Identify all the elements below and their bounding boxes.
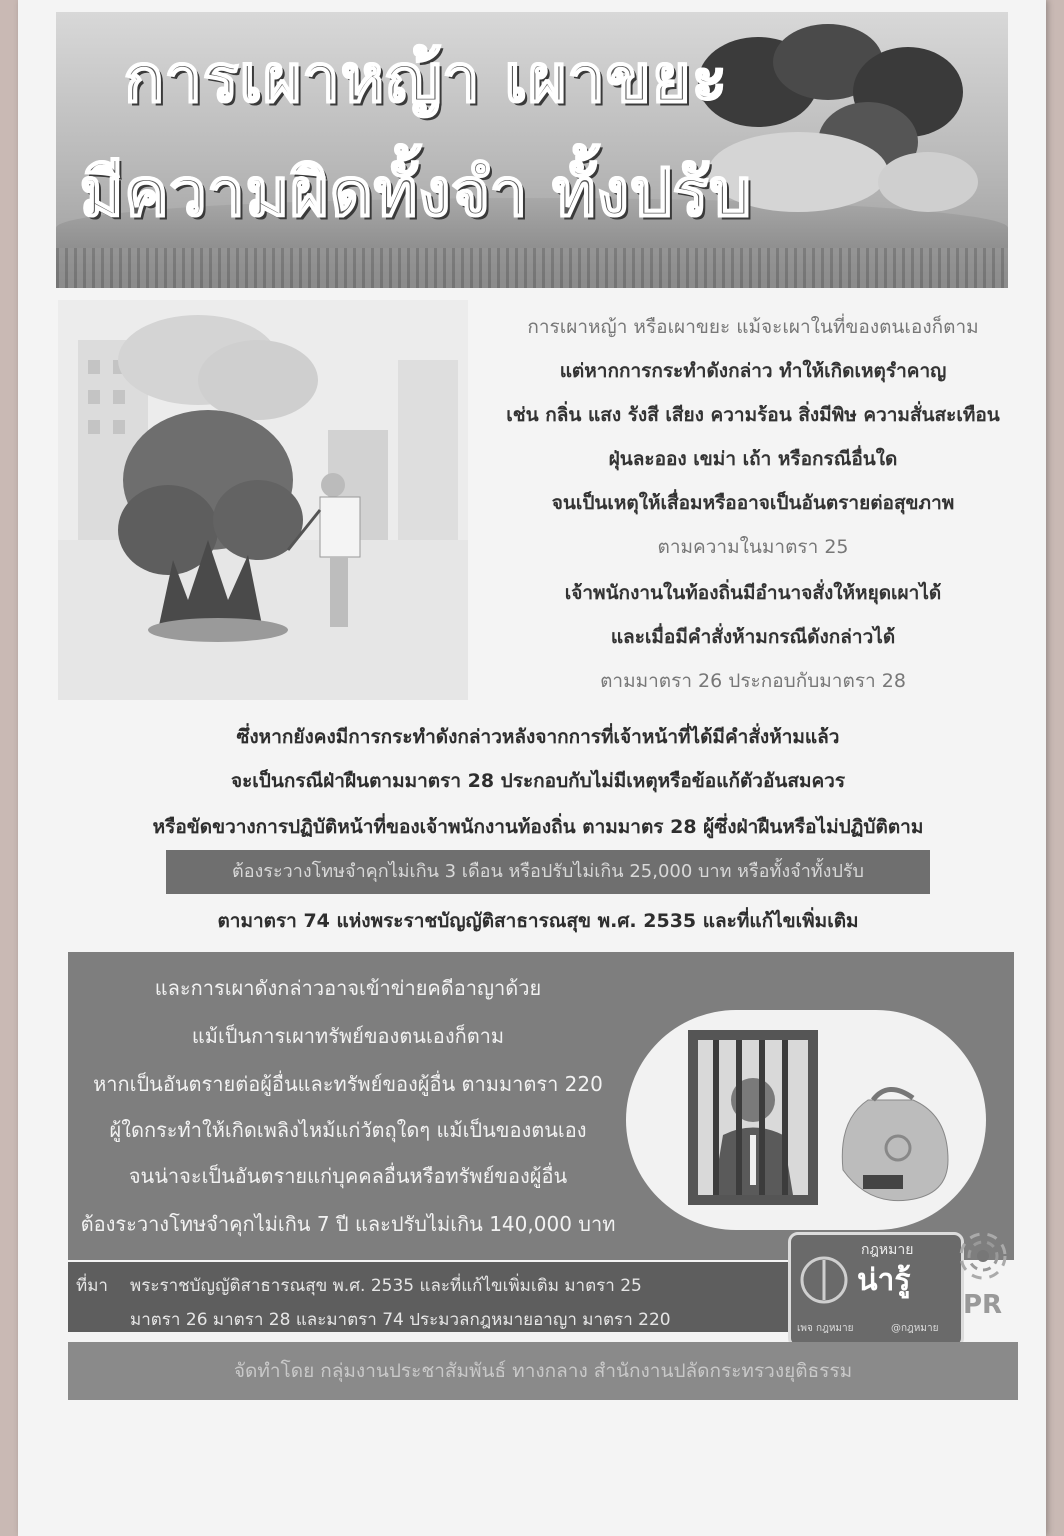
panel-line: หากเป็นอันตรายต่อผู้อื่นและทรัพย์ของผู้อื่น ตามมาตรา 220 bbox=[93, 1072, 603, 1096]
intro-line: แต่หากการกระทำดังกล่าว ทำให้เกิดเหตุรำคาญ bbox=[559, 360, 947, 382]
source-label: ที่มา bbox=[76, 1276, 108, 1296]
title-line-1: การเผาหญ้า เผาขยะ bbox=[123, 40, 729, 117]
jail-and-money-bag-icon bbox=[668, 1030, 968, 1210]
header-banner bbox=[56, 12, 1008, 288]
intro-line: เจ้าพนักงานในท้องถิ่นมีอำนาจสั่งให้หยุดเผาได้ bbox=[564, 582, 942, 604]
law-logo bbox=[788, 1232, 964, 1348]
intro-line: ฝุ่นละออง เขม่า เถ้า หรือกรณีอื่นใด bbox=[608, 448, 898, 470]
intro-line: และเมื่อมีคำสั่งห้ามกรณีดังกล่าวได้ bbox=[610, 626, 896, 648]
intro-line: เช่น กลิ่น แสง รังสี เสียง ความร้อน สิ่งมีพิษ ความสั่นสะเทือน bbox=[506, 404, 1000, 426]
panel-line: จนน่าจะเป็นอันตรายแก่บุคคลอื่นหรือทรัพย์ของผู้อื่น bbox=[128, 1164, 568, 1188]
burning-trash-illustration-icon bbox=[58, 300, 468, 700]
intro-line: ตามมาตรา 26 ประกอบกับมาตรา 28 bbox=[600, 670, 906, 692]
footer-credit: จัดทำโดย กลุ่มงานประชาสัมพันธ์ ทางกลาง สำนักงานปลัดกระทรวงยุติธรรม bbox=[68, 1342, 1018, 1400]
logo-title-big: น่ารู้ bbox=[857, 1263, 911, 1298]
body-line: จะเป็นกรณีฝ่าฝืนตามมาตรา 28 ประกอบกับไม่มีเหตุหรือข้อแก้ตัวอันสมควร bbox=[230, 770, 846, 792]
flyer-page bbox=[18, 0, 1046, 1536]
body-line: ซึ่งหากยังคงมีการกระทำดังกล่าวหลังจากการที่เจ้าหน้าที่ได้มีคำสั่งห้ามแล้ว bbox=[236, 726, 840, 748]
source-line: พระราชบัญญัติสาธารณสุข พ.ศ. 2535 และที่แก้ไขเพิ่มเติม มาตรา 25 bbox=[130, 1276, 642, 1296]
banner-grass bbox=[56, 248, 1008, 288]
penalty-bar: ต้องระวางโทษจำคุกไม่เกิน 3 เดือน หรือปรับไม่เกิน 25,000 บาท หรือทั้งจำทั้งปรับ bbox=[166, 850, 930, 894]
pr-corner-text: PR bbox=[963, 1290, 1003, 1320]
panel-line: ต้องระวางโทษจำคุกไม่เกิน 7 ปี และปรับไม่เกิน 140,000 บาท bbox=[80, 1212, 616, 1236]
intro-line: จนเป็นเหตุให้เสื่อมหรืออาจเป็นอันตรายต่อสุขภาพ bbox=[551, 492, 955, 514]
source-line: มาตรา 26 มาตรา 28 และมาตรา 74 ประมวลกฎหมายอาญา มาตรา 220 bbox=[130, 1310, 671, 1330]
panel-line: ผู้ใดกระทำให้เกิดเพลิงไหม้แก่วัตถุใดๆ แม้เป็นของตนเอง bbox=[109, 1118, 587, 1142]
title-line-2: มีความผิดทั้งจำ ทั้งปรับ bbox=[79, 154, 753, 231]
scales-of-justice-icon bbox=[799, 1245, 849, 1315]
logo-title-small: กฎหมาย bbox=[861, 1242, 914, 1258]
act-reference: ตามาตรา 74 แห่งพระราชบัญญัติสาธารณสุข พ.ศ. 2535 และที่แก้ไขเพิ่มเติม bbox=[217, 910, 859, 932]
panel-line: และการเผาดังกล่าวอาจเข้าข่ายคดีอาญาด้วย bbox=[154, 976, 542, 1000]
body-line: หรือขัดขวางการปฏิบัติหน้าที่ของเจ้าพนักงานท้องถิ่น ตามมาตร 28 ผู้ซึ่งฝ่าฝืนหรือไม่ปฏิบัติตาม bbox=[152, 816, 924, 838]
logo-caption-left: เพจ กฎหมาย bbox=[797, 1323, 854, 1334]
intro-line: การเผาหญ้า หรือเผาขยะ แม้จะเผาในที่ของตนเองก็ตาม bbox=[527, 316, 979, 338]
intro-line: ตามความในมาตรา 25 bbox=[657, 536, 849, 558]
logo-caption-right: @กฎหมาย bbox=[891, 1323, 939, 1334]
panel-line: แม้เป็นการเผาทรัพย์ของตนเองก็ตาม bbox=[191, 1024, 505, 1048]
radio-waves-icon bbox=[958, 1228, 1008, 1288]
